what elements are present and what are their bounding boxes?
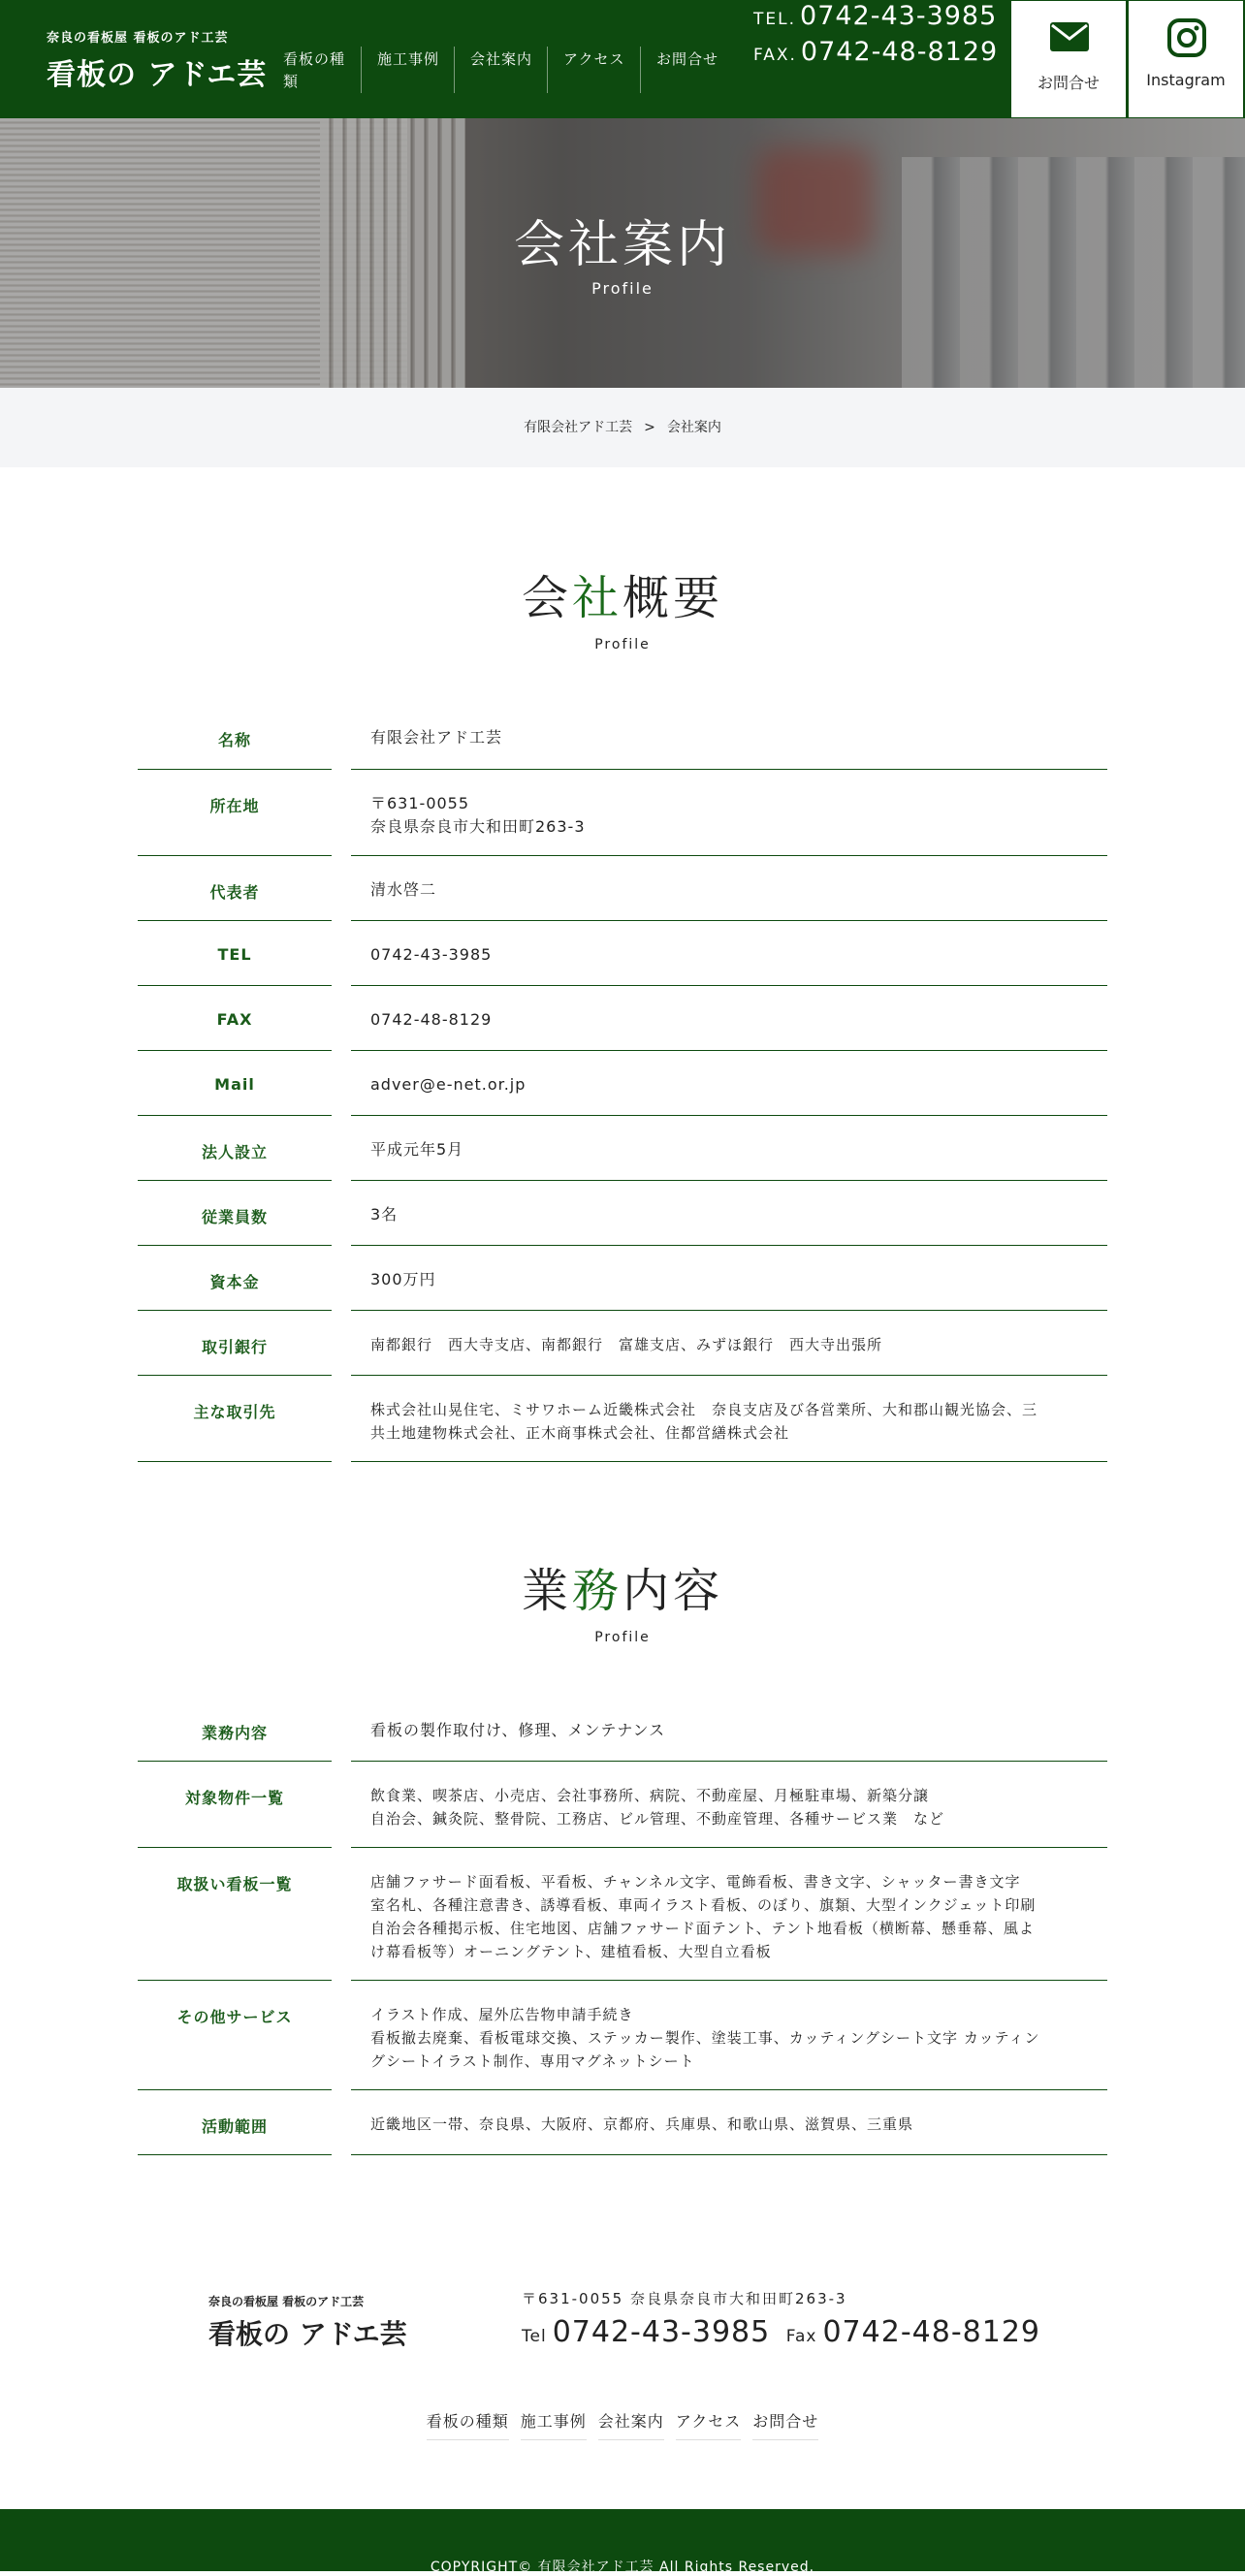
row-value [351, 1376, 1107, 1462]
footer-tel-prefix: Tel [522, 2327, 547, 2346]
row-value [351, 1981, 1107, 2090]
instagram-button-label: Instagram [1146, 71, 1226, 89]
breadcrumb-current: 会社案内 [666, 420, 721, 435]
value-line: 看板撤去廃棄、看板電球交換、ステッカー製作、塗装工事、カッティングシート文字 カッティン [370, 2029, 1040, 2047]
heading-part: 内容 [622, 1564, 724, 1618]
nav-item-company[interactable]: 会社案内 [454, 47, 547, 93]
profile-subheading: Profile [594, 637, 651, 652]
hero-banner [0, 118, 1245, 388]
footer-tel-number[interactable]: 0742-43-3985 [552, 2315, 771, 2349]
header-fax [753, 36, 1001, 72]
heading-part: 業 [521, 1564, 572, 1618]
table-row [138, 1981, 1107, 2090]
row-label: 代表者 [138, 856, 332, 921]
row-value: 0742-48-8129 [351, 986, 1107, 1051]
site-logo[interactable]: 看板の アドエ芸 [47, 58, 268, 92]
footer-nav [0, 2409, 1245, 2440]
row-value [351, 2090, 1107, 2155]
heading-part: 会 [521, 571, 572, 625]
fax-prefix: FAX. [753, 46, 797, 65]
row-value: 平成元年5月 [351, 1116, 1107, 1181]
value-line: 飲食業、喫茶店、小売店、会社事務所、病院、不動産屋、月極駐車場、新築分譲 [370, 1787, 930, 1804]
fax-number: 0742-48-8129 [800, 37, 999, 67]
footer-nav-company[interactable]: 会社案内 [598, 2409, 664, 2440]
row-value [351, 1762, 1107, 1848]
table-row [138, 1181, 1107, 1246]
global-nav [268, 47, 733, 93]
footer-address: 〒631-0055 奈良県奈良市大和田町263-3 [522, 2290, 847, 2307]
value-line: 室名札、各種注意書き、誘導看板、車両イラスト看板、のぼり、旗類、大型インクジェット印刷 [370, 1896, 1037, 1914]
contact-button-label: お問合せ [1037, 74, 1100, 92]
address: 奈良県奈良市大和田町263-3 [370, 817, 586, 836]
nav-item-access[interactable]: アクセス [547, 47, 640, 93]
tel-number: 0742-43-3985 [800, 1, 998, 31]
row-label: 主な取引先 [138, 1376, 332, 1462]
row-label: 取引銀行 [138, 1311, 332, 1376]
row-label: 取扱い看板一覧 [138, 1848, 332, 1981]
value-line: 自治会各種掲示板、住宅地図、店舗ファサード面テント、テント地看板（横断幕、懸垂幕、風よ [370, 1920, 1035, 1937]
row-value: 有限会社アド工芸 [351, 718, 1107, 770]
value-line: 自治会、鍼灸院、整骨院、工務店、ビル管理、不動産管理、各種サービス業 など [370, 1810, 945, 1828]
breadcrumb [0, 388, 1245, 467]
row-label: 活動範囲 [138, 2090, 332, 2155]
value-line: 店舗ファサード面看板、平看板、チャンネル文字、電飾看板、書き文字、シャッター書き文字 [370, 1873, 1021, 1891]
footer-nav-works[interactable]: 施工事例 [521, 2409, 587, 2440]
postal-code: 〒631-0055 [370, 794, 470, 812]
table-row [138, 986, 1107, 1051]
row-value[interactable]: adver@e-net.or.jp [351, 1051, 1107, 1116]
heading-part: 概要 [622, 571, 724, 625]
row-label: FAX [138, 986, 332, 1051]
row-value: 3名 [351, 1181, 1107, 1246]
breadcrumb-home[interactable]: 有限会社アド工芸 [524, 420, 633, 435]
table-row [138, 770, 1107, 856]
value-line: グシートイラスト制作、専用マグネットシート [370, 2052, 695, 2070]
row-label: 名称 [138, 718, 332, 770]
page-title: 会社案内 [513, 216, 731, 274]
row-label: 業務内容 [138, 1711, 332, 1762]
row-value [351, 770, 1107, 856]
row-value: 南都銀行 西大寺支店、南都銀行 富雄支店、みずほ銀行 西大寺出張所 [351, 1311, 1107, 1376]
table-row [138, 1711, 1107, 1762]
row-label: 法人設立 [138, 1116, 332, 1181]
row-value: 0742-43-3985 [351, 921, 1107, 986]
row-label: TEL [138, 921, 332, 986]
row-value: 清水啓二 [351, 856, 1107, 921]
logo-tagline: 奈良の看板屋 看板のアド工芸 [47, 31, 229, 46]
value-line: 看板の製作取付け、修理、メンテナンス [370, 1721, 666, 1739]
tel-prefix: TEL. [753, 10, 797, 29]
mail-icon [1050, 22, 1089, 51]
value-line: イラスト作成、屋外広告物申請手続き [370, 2006, 634, 2023]
table-row [138, 1246, 1107, 1311]
breadcrumb-separator: > [644, 420, 655, 435]
table-row [138, 1376, 1107, 1462]
table-row [138, 2090, 1107, 2155]
business-table [138, 1711, 1107, 2155]
header-contact-button[interactable] [1010, 0, 1127, 118]
business-heading [0, 1553, 1245, 1620]
header-phone-block [753, 0, 1001, 72]
page-subtitle: Profile [591, 279, 654, 298]
nav-item-works[interactable]: 施工事例 [361, 47, 454, 93]
heading-accent: 社 [571, 571, 622, 625]
table-row [138, 856, 1107, 921]
value-line: 近畿地区一帯、奈良県、大阪府、京都府、兵庫県、和歌山県、滋賀県、三重県 [370, 2115, 914, 2133]
row-label: 対象物件一覧 [138, 1762, 332, 1848]
site-header [0, 0, 1245, 118]
footer-fax-number: 0742-48-8129 [822, 2315, 1040, 2349]
row-label: Mail [138, 1051, 332, 1116]
footer-nav-access[interactable]: アクセス [676, 2409, 742, 2440]
row-label: 所在地 [138, 770, 332, 856]
table-row [138, 1116, 1107, 1181]
footer-logo[interactable]: 看板の アドエ芸 [208, 2318, 407, 2350]
row-label: 従業員数 [138, 1181, 332, 1246]
footer-phone [522, 2315, 1040, 2349]
nav-item-sign-types[interactable]: 看板の種類 [283, 50, 346, 90]
table-row [138, 1051, 1107, 1116]
row-label: 資本金 [138, 1246, 332, 1311]
header-instagram-button[interactable] [1128, 0, 1244, 118]
value-line: 株式会社山晃住宅、ミサワホーム近畿株式会社 奈良支店及び各営業所、大和郡山観光協会、三 [370, 1401, 1038, 1418]
row-value: 300万円 [351, 1246, 1107, 1311]
copyright: COPYRIGHT© 有限会社アド工芸 All Rights Reserved. [430, 2560, 815, 2575]
footer-logo-tagline: 奈良の看板屋 看板のアド工芸 [208, 2295, 365, 2308]
table-row [138, 921, 1107, 986]
heading-accent: 務 [571, 1564, 622, 1618]
instagram-icon [1167, 18, 1206, 57]
row-label: その他サービス [138, 1981, 332, 2090]
profile-heading [0, 560, 1245, 627]
footer-nav-sign-types[interactable]: 看板の種類 [427, 2409, 509, 2440]
value-line: け幕看板等）オーニングテント、建植看板、大型自立看板 [370, 1943, 772, 1960]
nav-item-contact[interactable]: お問合せ [640, 47, 733, 93]
row-value [351, 1848, 1107, 1981]
footer-nav-contact[interactable]: お問合せ [752, 2409, 818, 2440]
table-row [138, 718, 1107, 770]
business-subheading: Profile [594, 1630, 651, 1645]
table-row [138, 1848, 1107, 1981]
table-row [138, 1762, 1107, 1848]
header-tel[interactable] [753, 0, 1001, 36]
value-line: 共土地建物株式会社、正木商事株式会社、住都営繕株式会社 [370, 1424, 790, 1442]
footer-fax-prefix: Fax [785, 2327, 817, 2346]
company-profile-table [138, 718, 1107, 1462]
table-row [138, 1311, 1107, 1376]
row-value [351, 1711, 1107, 1762]
